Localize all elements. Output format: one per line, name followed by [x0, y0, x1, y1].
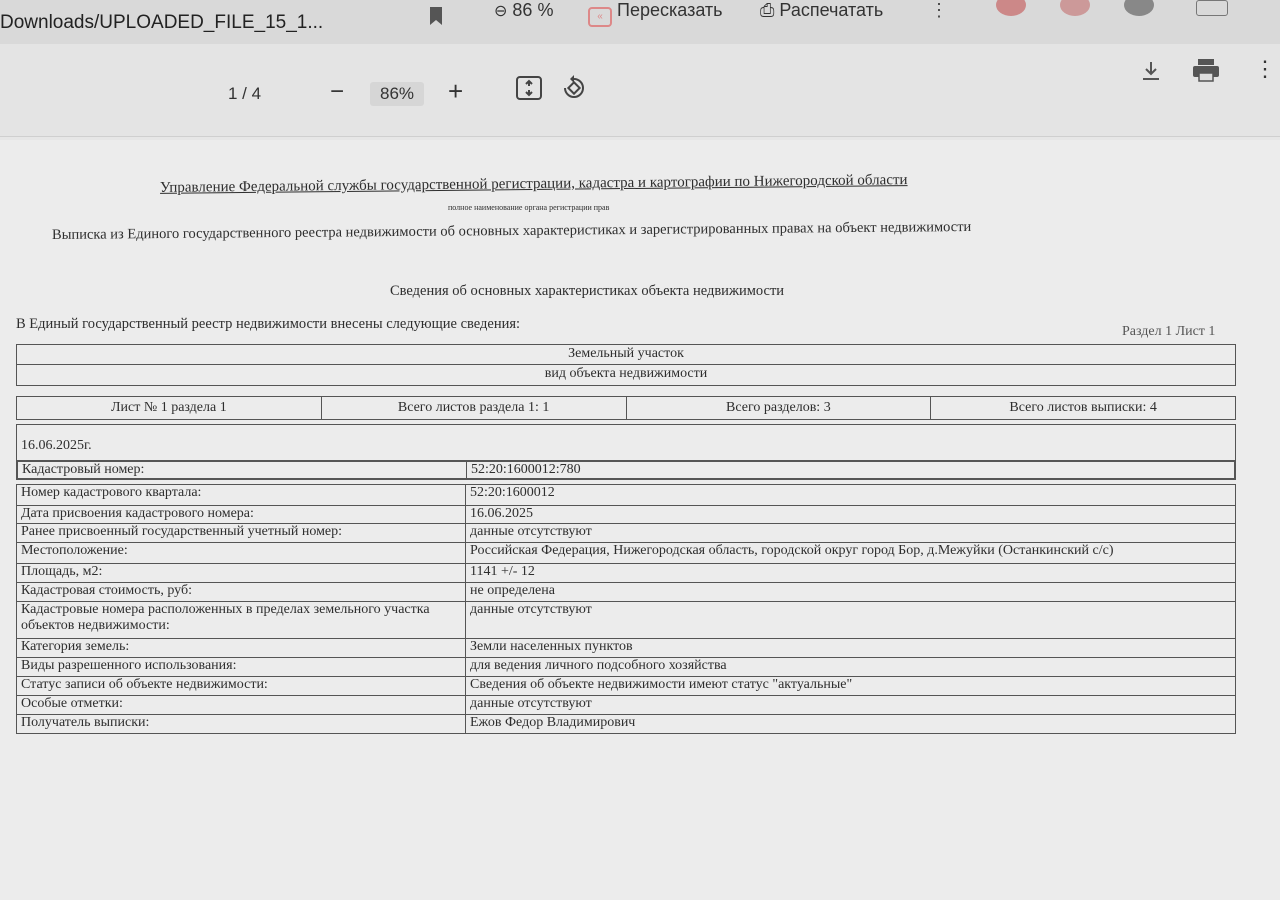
document-title: Выписка из Единого государственного реестра недвижимости об основных характеристиках и зарегистрированных правах на объект недвижимости — [51, 218, 972, 244]
sheets-in-section: Всего листов раздела 1: 1 — [322, 397, 627, 419]
row-key: Кадастровая стоимость, руб: — [17, 583, 466, 602]
zoom-out-button[interactable]: − — [330, 78, 345, 105]
row-value: не определена — [466, 583, 1236, 602]
row-value: Земли населенных пунктов — [466, 639, 1236, 658]
table-row — [17, 564, 1236, 583]
row-value: данные отсутствуют — [466, 696, 1236, 715]
table-row — [17, 696, 1236, 715]
row-key: Категория земель: — [17, 639, 466, 658]
extract-date: 16.06.2025г. — [17, 425, 1235, 461]
table-row — [17, 506, 1236, 524]
zoom-search-icon: ⊖ — [494, 3, 508, 20]
cadastral-number-value: 52:20:1600012:780 — [467, 462, 1235, 479]
table-row — [17, 485, 1236, 506]
row-key: Получатель выписки: — [17, 715, 466, 734]
table-row — [17, 524, 1236, 543]
cadastral-number-label: Кадастровый номер: — [18, 462, 467, 479]
zoom-field[interactable]: 86% — [370, 82, 424, 106]
sheet-number: Лист № 1 раздела 1 — [17, 397, 322, 419]
pdf-toolbar — [0, 44, 1280, 137]
zoom-in-button[interactable]: + — [448, 76, 464, 106]
document-page — [0, 140, 1280, 900]
date-block — [16, 424, 1236, 480]
row-value: для ведения личного подсобного хозяйства — [466, 658, 1236, 677]
fit-page-icon[interactable] — [516, 76, 542, 105]
row-value: данные отсутствуют — [466, 602, 1236, 639]
table-row — [17, 658, 1236, 677]
row-key: Статус записи об объекте недвижимости: — [17, 677, 466, 696]
row-key: Ранее присвоенный государственный учетный номер: — [17, 524, 466, 543]
total-sheets: Всего листов выписки: 4 — [1009, 400, 1157, 415]
retell-button[interactable]: « Пересказать — [588, 0, 723, 27]
printer-icon: ⎙ — [760, 0, 775, 20]
row-value: 16.06.2025 — [466, 506, 1236, 524]
rotate-icon[interactable] — [560, 74, 588, 107]
characteristics-block — [16, 484, 1236, 734]
intro-text: В Единый государственный реестр недвижимости внесены следующие сведения: — [16, 316, 521, 332]
cadastral-number-table — [17, 461, 1235, 479]
window-control-icon[interactable] — [1196, 0, 1228, 16]
row-key: Дата присвоения кадастрового номера: — [17, 506, 466, 524]
part-label: Раздел 1 Лист 1 — [1122, 324, 1216, 339]
extension-icon-2[interactable] — [1060, 0, 1090, 16]
print-button[interactable]: ⎙ Распечатать — [760, 0, 884, 20]
row-value: 1141 +/- 12 — [466, 564, 1236, 583]
page-indicator[interactable]: 1 / 4 — [228, 84, 262, 103]
row-key: Кадастровые номера расположенных в пределах земельного участка объектов недвижимости: — [17, 602, 466, 639]
row-key: Номер кадастрового квартала: — [17, 485, 466, 506]
extension-icon-1[interactable] — [996, 0, 1026, 16]
row-key: Площадь, м2: — [17, 564, 466, 583]
more-menu-icon[interactable]: ⋮ — [930, 0, 948, 20]
table-row — [17, 583, 1236, 602]
printer-toolbar-icon[interactable] — [1192, 58, 1220, 87]
sheets-row — [16, 396, 1236, 420]
download-icon[interactable] — [1140, 60, 1162, 87]
row-key: Виды разрешенного использования: — [17, 658, 466, 677]
section-title: Сведения об основных характеристиках объекта недвижимости — [390, 283, 785, 299]
row-value: 52:20:1600012 — [466, 485, 1236, 506]
authority-caption: полное наименование органа регистрации прав — [448, 203, 610, 212]
table-row — [17, 602, 1236, 639]
row-key: Местоположение: — [17, 543, 466, 564]
row-key: Особые отметки: — [17, 696, 466, 715]
retell-icon: « — [588, 7, 612, 27]
object-type-caption: вид объекта недвижимости — [544, 366, 708, 381]
browser-top-bar — [0, 0, 1280, 44]
total-sections: Всего разделов: 3 — [627, 397, 932, 419]
registry-authority-name: Управление Федеральной службы государственной регистрации, кадастра и картографии по Нижегородской области — [159, 172, 908, 196]
row-value: Российская Федерация, Нижегородская область, городской округ город Бор, д.Межуйки (Останкинский с/с) — [466, 543, 1236, 564]
row-value: данные отсутствуют — [466, 524, 1236, 543]
characteristics-table — [16, 484, 1236, 734]
bookmark-icon[interactable] — [428, 6, 444, 31]
table-row — [17, 715, 1236, 734]
row-value: Сведения об объекте недвижимости имеют статус "актуальные" — [466, 677, 1236, 696]
table-row — [17, 543, 1236, 564]
table-row — [17, 677, 1236, 696]
table-row — [18, 462, 1235, 479]
tab-title[interactable]: Downloads/UPLOADED_FILE_15_1... — [0, 12, 324, 33]
zoom-readout[interactable]: ⊖ 86 % — [494, 0, 554, 20]
table-row — [17, 639, 1236, 658]
profile-avatar-icon[interactable] — [1124, 0, 1154, 16]
row-value: Ежов Федор Владимирович — [466, 715, 1236, 734]
object-type: Земельный участок — [17, 345, 1235, 365]
more-options-icon[interactable]: ⋮ — [1254, 56, 1276, 81]
object-type-block — [16, 344, 1236, 386]
